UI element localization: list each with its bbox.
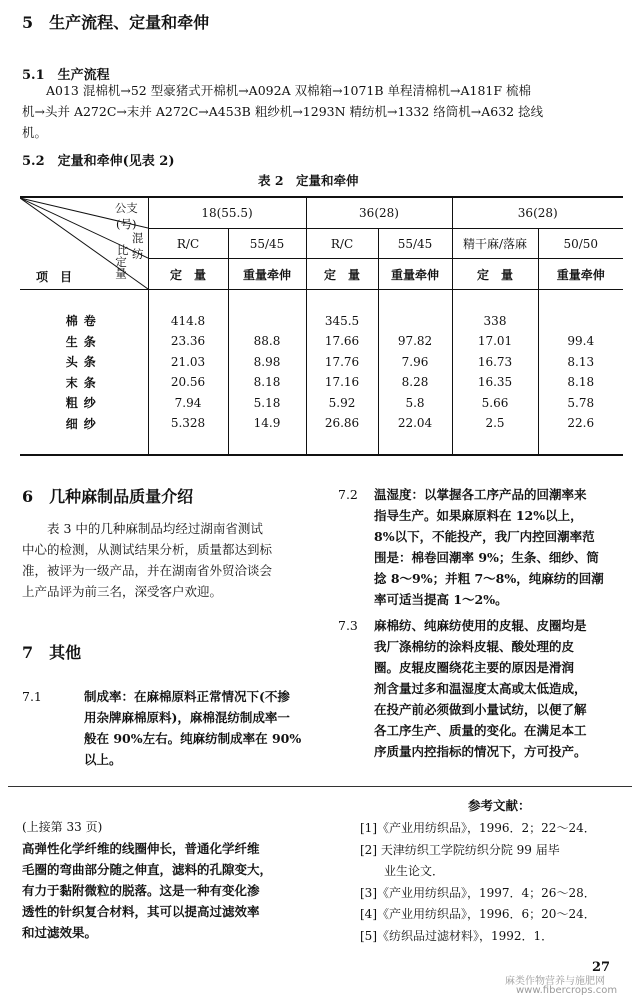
table-cell: 23.36 [148, 331, 228, 352]
corner-label-blend: 混纺 [132, 231, 144, 261]
blend-header-5: 精干麻/落麻 [452, 228, 538, 259]
text-line: 毛圈的弯曲部分随之伸直，滤料的孔隙变大， [22, 862, 273, 877]
section-divider [8, 786, 632, 787]
references-list [360, 818, 630, 947]
text-line: 剂含量过多和温湿度太高或太低造成， [374, 681, 587, 696]
section-6-body [22, 518, 322, 602]
table-cell: 16.35 [452, 372, 538, 393]
table-row [20, 372, 623, 393]
references-heading: 参考文献： [468, 798, 531, 813]
metric-header-1: 定 量 [148, 259, 228, 290]
table-cell: 26.86 [306, 413, 378, 434]
table-cell: 5.66 [452, 393, 538, 414]
table-cell: 88.8 [228, 331, 306, 352]
continued-label: (上接第 33 页) [22, 820, 103, 834]
table-cell: 20.56 [148, 372, 228, 393]
text-line: 用杂牌麻棉原料)，麻棉混纺制成率一 [84, 710, 290, 725]
count-header-3: 36(28) [452, 197, 623, 228]
row-label: 头条 [65, 355, 102, 370]
text-line: 准，被评为一级产品，并在湖南省外贸洽谈会 [22, 563, 273, 578]
blend-header-2: 55/45 [228, 228, 306, 259]
table-cell: 5.78 [538, 393, 623, 414]
corner-label-item: 项 目 [36, 270, 73, 284]
text-line: 捻 8～9%；并粗 7～8%，纯麻纺的回潮 [374, 571, 604, 586]
text-line: 中心的检测，从测试结果分析，质量都达到标 [22, 542, 273, 557]
table-cell [538, 311, 623, 332]
watermark-url: www.fibercrops.com [516, 985, 618, 996]
row-label: 末条 [65, 375, 102, 390]
text-line: 8%以下，不能投产，我厂内控回潮率范 [374, 529, 595, 544]
table-cell: 22.6 [538, 413, 623, 434]
table-row [20, 311, 623, 332]
count-header-2: 36(28) [306, 197, 452, 228]
reference-item: [4]《产业用纺织品》，1996．6；20～24． [360, 907, 596, 921]
table-2-caption: 表 2 定量和牵伸 [258, 173, 359, 188]
reference-item: [3]《产业用纺织品》，1997．4；26～28． [360, 885, 596, 900]
metric-header-2: 重量牵伸 [228, 259, 306, 290]
metric-header-5: 定 量 [452, 259, 538, 290]
section-6-heading: 6 几种麻制品质量介绍 [22, 487, 194, 506]
blend-header-6: 50/50 [538, 228, 623, 259]
row-label: 生条 [65, 334, 102, 349]
table-cell: 8.13 [538, 352, 623, 373]
section-7-2-number: 7.2 [338, 487, 358, 502]
corner-label-ratio: 比 [117, 243, 129, 257]
section-5-heading: 5 生产流程、定量和牵伸 [22, 13, 210, 32]
section-7-2-body [374, 484, 636, 610]
table-cell: 414.8 [148, 311, 228, 332]
text-line: 圈。皮辊皮圈绕花主要的原因是滑润 [374, 660, 575, 675]
table-cell: 22.04 [378, 413, 452, 434]
row-label: 粗纱 [65, 396, 102, 411]
table-cell: 5.18 [228, 393, 306, 414]
metric-header-3: 定 量 [306, 259, 378, 290]
table-cell: 99.4 [538, 331, 623, 352]
text-line: 表 3 中的几种麻制品均经过湖南省测试 [22, 521, 263, 536]
flow-line-2: 机→头并 A272C→末并 A272C→A453B 粗纱机→1293N 精纺机→1332 络筒机→A632 捻线 [22, 104, 544, 119]
text-line: 指导生产。如果麻原料在 12%以上， [374, 508, 583, 523]
text-line: 序质量内控指标的情况下，方可投产。 [374, 744, 587, 759]
table-cell [378, 311, 452, 332]
watermark-title: 麻类作物营养与施肥网 [505, 976, 605, 987]
text-line: 高弹性化学纤维的线圈伸长，普通化学纤维 [22, 841, 260, 856]
text-line: 温湿度：以掌握各工序产品的回潮率来 [374, 487, 587, 502]
continued-body [22, 838, 322, 943]
blend-header-1: R/C [148, 228, 228, 259]
table-cell: 5.8 [378, 393, 452, 414]
table-cell: 5.328 [148, 413, 228, 434]
text-line: 和过滤效果。 [22, 925, 98, 940]
table-2 [20, 196, 623, 456]
text-line: 有力于黏附微粒的脱落。这是一种有变化渗 [22, 883, 260, 898]
blend-header-4: 55/45 [378, 228, 452, 259]
table-cell: 8.18 [228, 372, 306, 393]
text-line: 各工序生产、质量的变化。在满足本工 [374, 723, 587, 738]
text-line: 率可适当提高 1～2%。 [374, 592, 508, 607]
reference-item: 业生论文． [360, 864, 445, 878]
text-line: 在投产前必须做到小量试纺，以便了解 [374, 702, 587, 717]
corner-label-count: 公支(号) [114, 201, 138, 231]
table-cell: 2.5 [452, 413, 538, 434]
table-cell: 17.66 [306, 331, 378, 352]
flow-line-3: 机。 [22, 125, 48, 140]
section-5-1-heading: 5.1 生产流程 [22, 68, 110, 83]
metric-header-4: 重量牵伸 [378, 259, 452, 290]
text-line: 以上。 [84, 752, 122, 767]
table-cell: 14.9 [228, 413, 306, 434]
reference-item: [1]《产业用纺织品》，1996．2；22～24． [360, 821, 596, 835]
table-cell: 17.16 [306, 372, 378, 393]
page-number: 27 [592, 960, 611, 975]
row-label: 细纱 [65, 416, 102, 431]
table-cell: 8.98 [228, 352, 306, 373]
text-line: 般在 90%左右。纯麻纺制成率在 90% [84, 731, 302, 746]
count-header-1: 18(55.5) [148, 197, 306, 228]
reference-item: [5]《纺织品过滤材料》，1992．1． [360, 928, 554, 943]
table-cell: 7.96 [378, 352, 452, 373]
table-cell: 7.94 [148, 393, 228, 414]
text-line: 透性的针织复合材料，其可以提高过滤效率 [22, 904, 260, 919]
table-cell: 97.82 [378, 331, 452, 352]
table-corner-cell [20, 197, 148, 290]
section-7-1-number: 7.1 [22, 689, 42, 704]
text-line: 麻棉纺、纯麻纺使用的皮辊、皮圈均是 [374, 618, 587, 633]
flow-line-1: A013 混棉机→52 型豪猪式开棉机→A092A 双棉箱→1071B 单程清棉机→A181F 梳棉 [46, 83, 532, 98]
table-row [20, 352, 623, 373]
table-cell: 17.76 [306, 352, 378, 373]
table-cell: 338 [452, 311, 538, 332]
text-line: 制成率：在麻棉原料正常情况下(不掺 [84, 689, 290, 704]
table-row [20, 413, 623, 434]
reference-item: [2] 天津纺织工学院纺织分院 99 届毕 [360, 842, 560, 857]
table-cell: 8.28 [378, 372, 452, 393]
section-7-1-body [84, 686, 324, 770]
row-label: 棉卷 [65, 314, 102, 329]
text-line: 我厂涤棉纺的涂料皮辊、酸处理的皮 [374, 639, 575, 654]
section-7-3-body [374, 615, 636, 762]
metric-header-6: 重量牵伸 [538, 259, 623, 290]
table-cell: 17.01 [452, 331, 538, 352]
blend-header-3: R/C [306, 228, 378, 259]
table-cell: 345.5 [306, 311, 378, 332]
table-cell: 8.18 [538, 372, 623, 393]
table-row [20, 393, 623, 414]
section-7-3-number: 7.3 [338, 618, 358, 633]
text-line: 围是：棉卷回潮率 9%；生条、细纱、筒 [374, 550, 599, 565]
corner-label-quant: 定量 [114, 256, 128, 279]
table-cell: 21.03 [148, 352, 228, 373]
section-7-heading: 7 其他 [22, 643, 82, 662]
table-cell [228, 311, 306, 332]
table-cell: 16.73 [452, 352, 538, 373]
table-row [20, 331, 623, 352]
table-cell: 5.92 [306, 393, 378, 414]
text-line: 上产品评为前三名，深受客户欢迎。 [22, 584, 223, 599]
section-5-2-heading: 5.2 定量和牵伸(见表 2) [22, 154, 175, 169]
